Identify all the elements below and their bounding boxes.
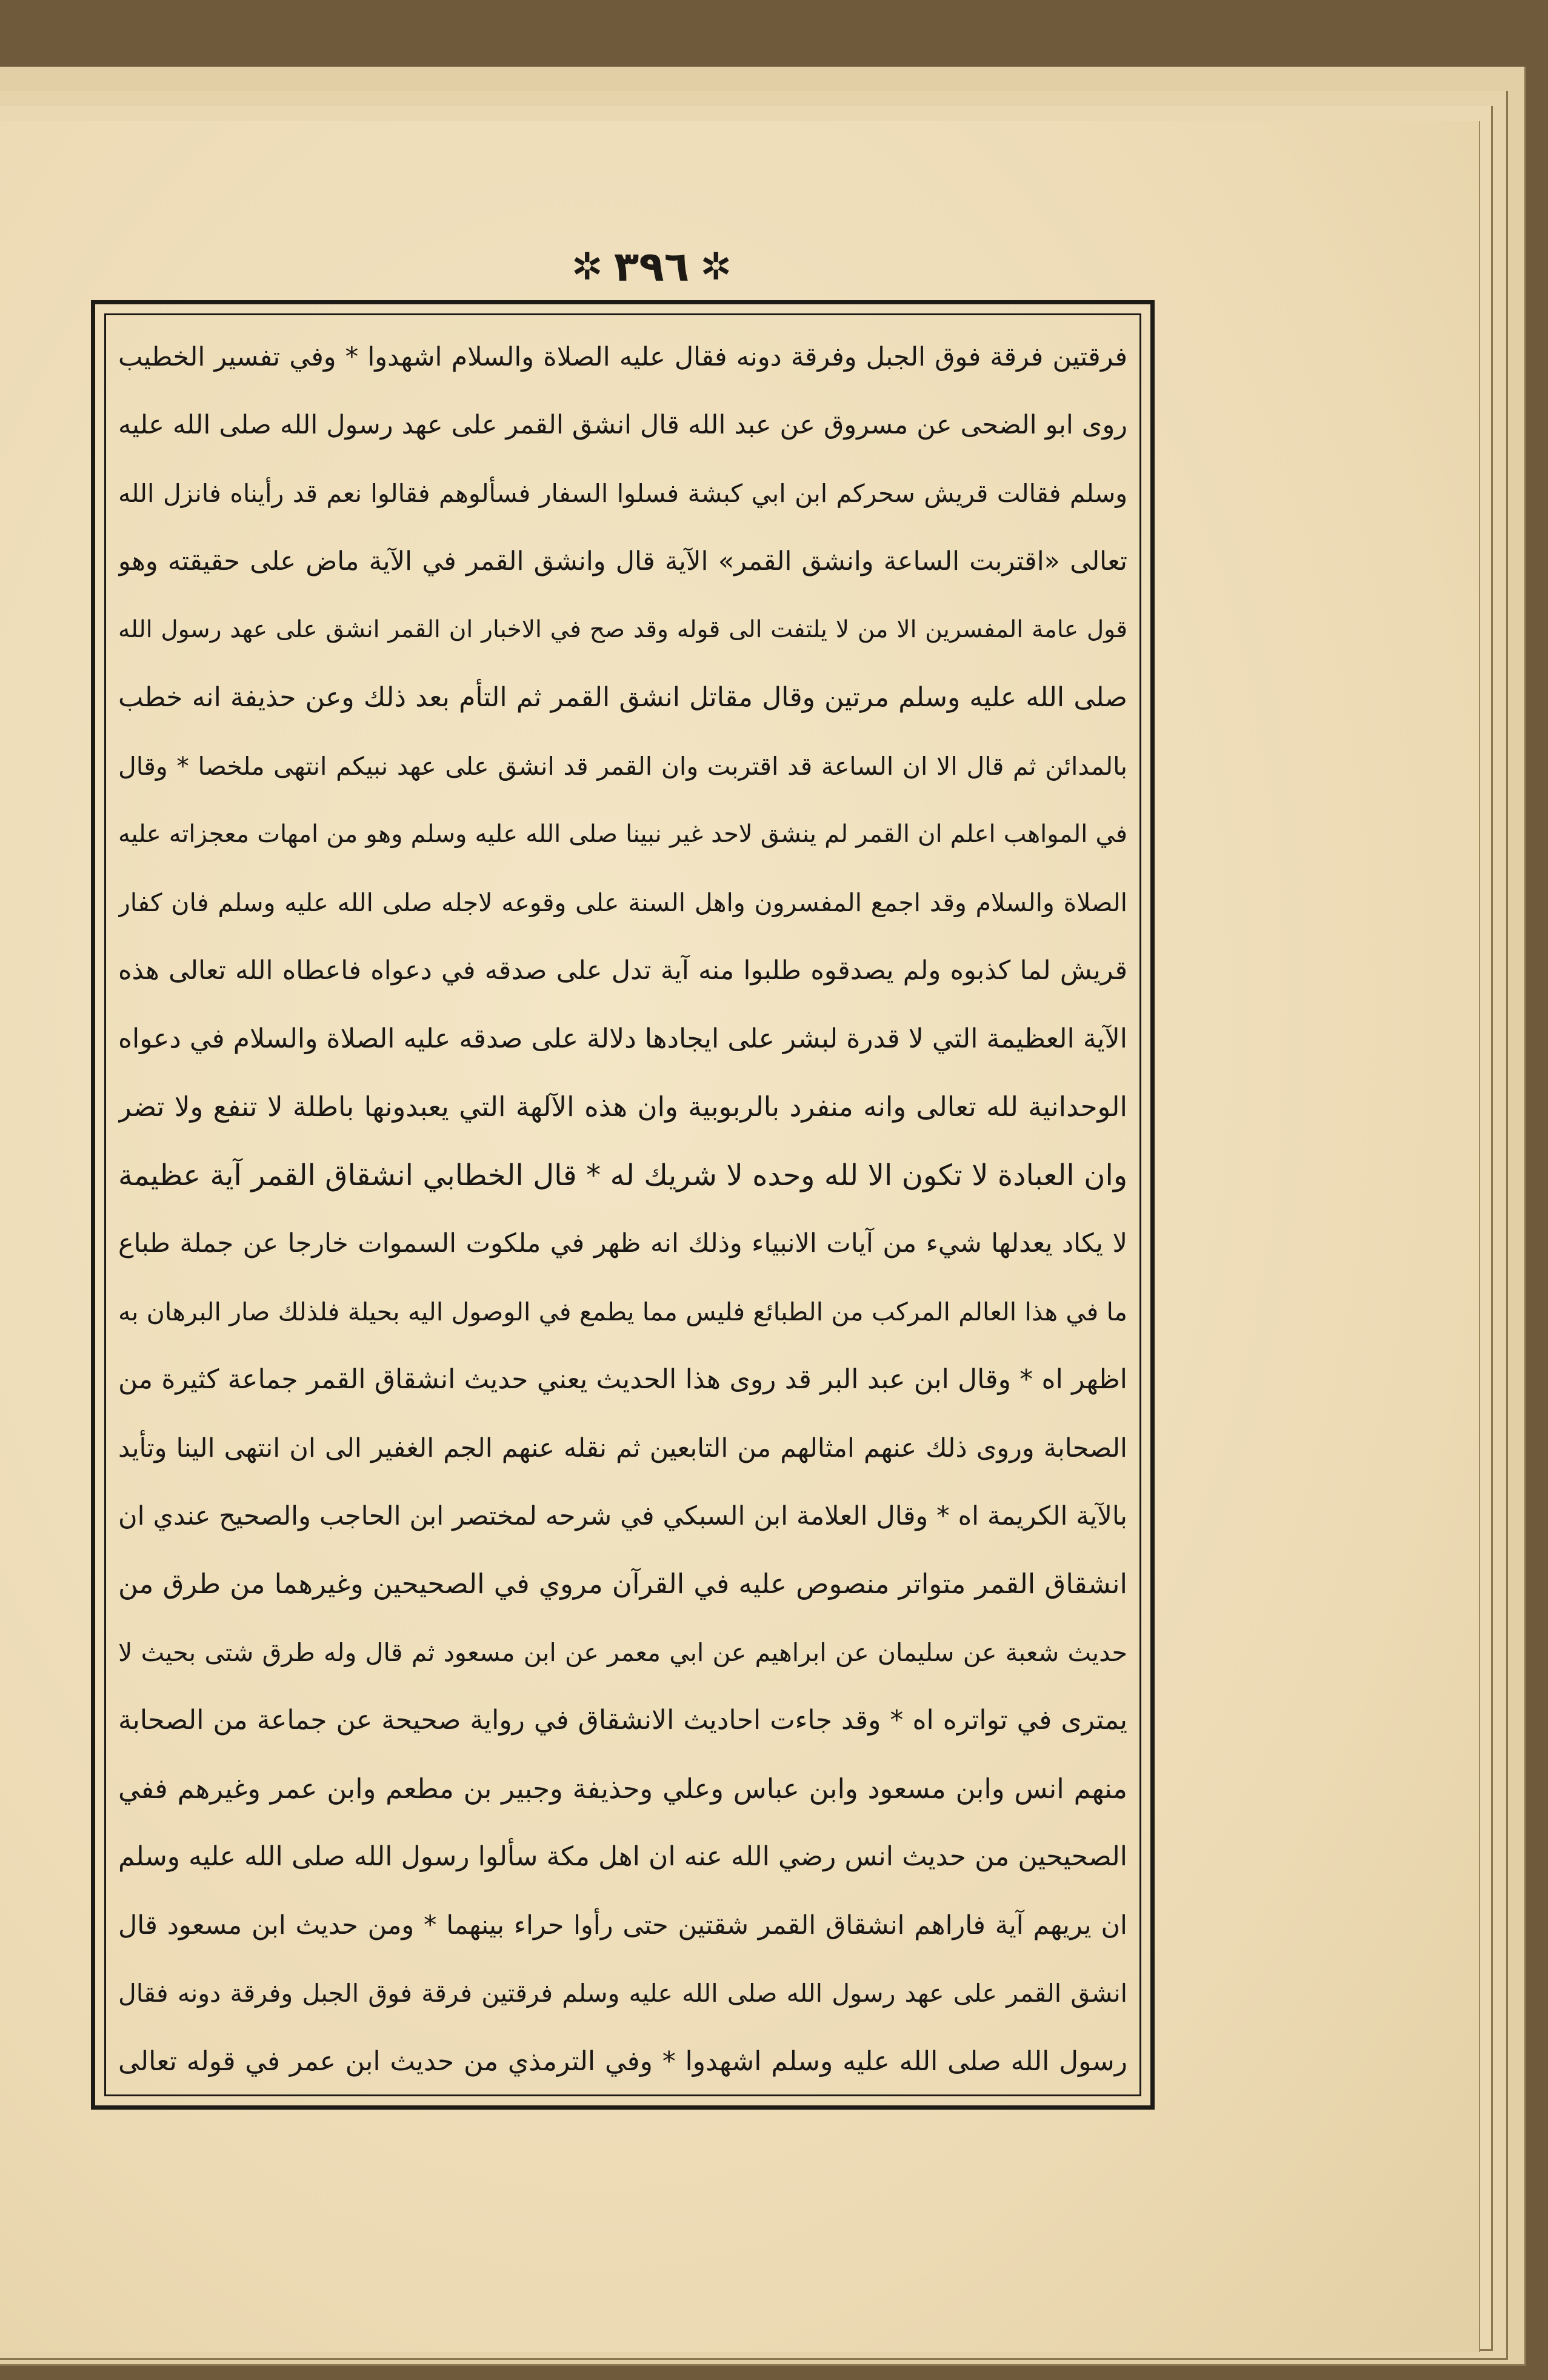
- text-line: الوحدانية لله تعالى وانه منفرد بالربوبية وان هذه الآلهة التي يعبدونها باطلة لا تنفع ولا تضر: [118, 1091, 1127, 1123]
- text-line: صلى الله عليه وسلم مرتين وقال مقاتل انشق القمر ثم التأم بعد ذلك وعن حذيفة انه خطب: [118, 682, 1127, 714]
- text-line: الصلاة والسلام وقد اجمع المفسرون واهل السنة على وقوعه لاجله صلى الله عليه وسلم فان كفار: [118, 887, 1127, 917]
- text-line: قريش لما كذبوه ولم يصدقوه طلبوا منه آية تدل على صدقه في دعواه فاعطاه الله تعالى هذه: [118, 955, 1127, 986]
- text-line: ان يريهم آية فاراهم انشقاق القمر شقتين حتى رأوا حراء بينهما * ومن حديث ابن مسعود قال: [118, 1910, 1127, 1940]
- text-line: بالمدائن ثم قال الا ان الساعة قد اقتربت وان القمر قد انشق على عهد نبيكم انتهى ملخصا * وقال: [118, 751, 1127, 781]
- page-number-header: [555, 239, 749, 294]
- text-line: في المواهب اعلم ان القمر لم ينشق لاحد غير نبينا صلى الله عليه وسلم وهو من امهات معجزاته عليه: [118, 820, 1127, 849]
- ornament-left-icon: ✲: [571, 244, 603, 289]
- ornament-right-icon: ✲: [700, 244, 732, 289]
- text-line: روى ابو الضحى عن مسروق عن عبد الله قال انشق القمر على عهد رسول الله صلى الله عليه: [118, 410, 1127, 441]
- text-line: الآية العظيمة التي لا قدرة لبشر على ايجادها دلالة على صدقه عليه الصلاة والسلام في دعواه: [118, 1023, 1127, 1054]
- text-line: رسول الله صلى الله عليه وسلم اشهدوا * وفي الترمذي من حديث ابن عمر في قوله تعالى: [118, 2045, 1127, 2077]
- text-line: انشقاق القمر متواتر منصوص عليه في القرآن مروي في الصحيحين وغيرهما من طرق من: [118, 1568, 1127, 1600]
- text-line: لا يكاد يعدلها شيء من آيات الانبياء وذلك انه ظهر في ملكوت السموات خارجا عن جملة طباع: [118, 1228, 1127, 1259]
- text-line: الصحيحين من حديث انس رضي الله عنه ان اهل مكة سألوا رسول الله صلى الله عليه وسلم: [118, 1841, 1127, 1873]
- text-line: ما في هذا العالم المركب من الطبائع فليس مما يطمع في الوصول اليه بحيلة فلذلك صار البرهان به: [118, 1297, 1127, 1326]
- text-line: تعالى «اقتربت الساعة وانشق القمر» الآية قال وانشق القمر في الآية ماض على حقيقته وهو: [118, 546, 1127, 577]
- text-line: اظهر اه * وقال ابن عبد البر قد روى هذا الحديث يعني حديث انشقاق القمر جماعة كثيرة من: [118, 1364, 1127, 1396]
- page-text-block: [118, 330, 1127, 2088]
- text-line: منهم انس وابن مسعود وابن عباس وعلي وحذيفة وجبير بن مطعم وابن عمر وغيرهم ففي: [118, 1772, 1127, 1805]
- text-line: فرقتين فرقة فوق الجبل وفرقة دونه فقال عليه الصلاة والسلام اشهدوا * وفي تفسير الخطيب: [118, 342, 1127, 372]
- text-line: وسلم فقالت قريش سحركم ابن ابي كبشة فسلوا السفار فسألوهم فقالوا نعم قد رأيناه فانزل الله: [118, 478, 1127, 508]
- text-line: وان العبادة لا تكون الا لله وحده لا شريك له * قال الخطابي انشقاق القمر آية عظيمة: [118, 1158, 1127, 1192]
- text-line: يمترى في تواتره اه * وقد جاءت احاديث الانشقاق في رواية صحيحة عن جماعة من الصحابة: [118, 1705, 1127, 1736]
- text-line: بالآية الكريمة اه * وقال العلامة ابن السبكي في شرحه لمختصر ابن الحاجب والصحيح عندي ان: [118, 1500, 1127, 1531]
- text-line: قول عامة المفسرين الا من لا يلتفت الى قوله وقد صح في الاخبار ان القمر انشق على عهد رسول الله: [118, 615, 1127, 643]
- text-line: الصحابة وروى ذلك عنهم امثالهم من التابعين ثم نقله عنهم الجم الغفير الى ان انتهى الينا وتأيد: [118, 1432, 1127, 1463]
- text-line: انشق القمر على عهد رسول الله صلى الله عليه وسلم فرقتين فرقة فوق الجبل وفرقة دونه فقال: [118, 1979, 1127, 2008]
- page-number: ٣٩٦: [613, 242, 690, 291]
- text-line: حديث شعبة عن سليمان عن ابراهيم عن ابي معمر عن ابن مسعود ثم قال وله طرق شتى بحيث لا: [118, 1637, 1127, 1667]
